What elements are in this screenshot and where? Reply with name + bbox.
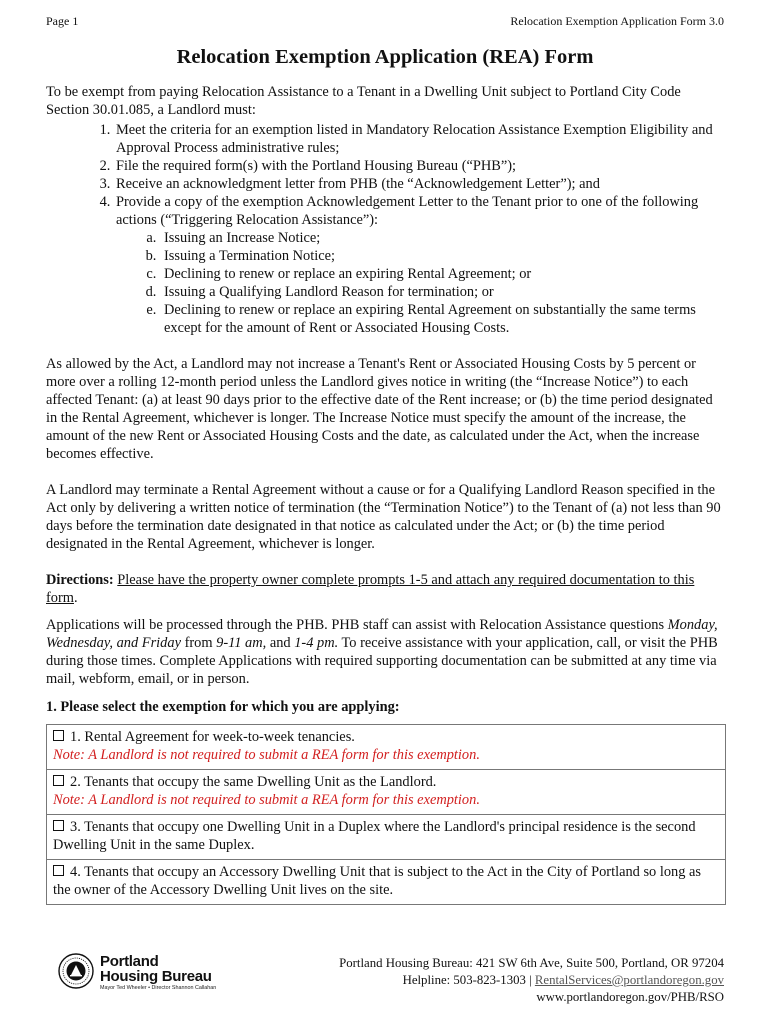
applications-text: Applications will be processed through the PHB. PHB staff can assist with Relocation Assistance questions bbox=[46, 617, 668, 633]
footer-helpline: Helpline: 503-823-1303 | bbox=[402, 973, 535, 987]
increase-notice-paragraph: As allowed by the Act, a Landlord may not increase a Tenant's Rent or Associated Housing Costs by 5 percent or more over a rolling 12-month period unless the Landlord gives notice in writing (the “Increase Notice”) to each affected Tenant: (a) at least 90 days prior to the effective date of the Rent increase; or (b) the time period designated in the Rental Agreement, whichever is longer. The Increase Notice must specify the amount of the increase, the amount of the new Rent or Associated Housing Costs and the date, as calculated under the Act, when the increase becomes effective. bbox=[46, 356, 713, 462]
office-hours-afternoon: 1-4 pm. bbox=[294, 635, 339, 651]
requirement-item: 2. File the required form(s) with the Portland Housing Bureau (“PHB”); bbox=[114, 157, 726, 175]
triggering-action-item: d. Issuing a Qualifying Landlord Reason for termination; or bbox=[160, 283, 726, 301]
exemption-option-1 bbox=[47, 725, 726, 770]
requirement-item bbox=[114, 193, 726, 337]
logo-line-2: Housing Bureau bbox=[100, 968, 212, 985]
applications-and: and bbox=[266, 635, 295, 651]
termination-notice-paragraph: A Landlord may terminate a Rental Agreement without a cause or for a Qualifying Landlord Reason specified in the Act only by delivering a written notice of termination (the “Termination Notice”) to the Tenant of (a) not less than 90 days before the termination date designated in that notice as calculated under the Act; or (b) the time period designated in the Rental Agreement, whichever is longer. bbox=[46, 482, 721, 552]
office-days: Monday, Wednesday, and Friday bbox=[46, 617, 718, 651]
exemption-note: Note: A Landlord is not required to submit a REA form for this exemption. bbox=[53, 747, 480, 763]
exemption-option-row bbox=[47, 725, 726, 770]
logo-line-3: Mayor Ted Wheeler • Director Shannon Callahan bbox=[100, 985, 217, 991]
city-seal-icon bbox=[58, 953, 94, 989]
checkbox-exemption-4[interactable] bbox=[53, 865, 64, 876]
footer-address: Portland Housing Bureau: 421 SW 6th Ave, Suite 500, Portland, OR 97204 bbox=[339, 956, 724, 970]
form-version: Relocation Exemption Application Form 3.0 bbox=[510, 14, 724, 28]
triggering-action-item: e. Declining to renew or replace an expiring Rental Agreement on substantially the same terms except for the amount of Rent or Associated Housing Costs. bbox=[160, 301, 726, 337]
exemption-option-4 bbox=[47, 860, 726, 905]
requirement-item: 3. Receive an acknowledgment letter from PHB (the “Acknowledgement Letter”); and bbox=[114, 175, 726, 193]
form-body bbox=[46, 83, 726, 905]
footer-contact bbox=[339, 955, 724, 1006]
requirement-item: 1. Meet the criteria for an exemption listed in Mandatory Relocation Assistance Exemption Eligibility and Approval Process administrative rules; bbox=[114, 121, 726, 157]
triggering-action-item: b. Issuing a Termination Notice; bbox=[160, 247, 726, 265]
exemption-option-row bbox=[47, 770, 726, 815]
exemption-label: 2. Tenants that occupy the same Dwelling Unit as the Landlord. bbox=[70, 774, 437, 790]
directions-period: . bbox=[73, 590, 78, 606]
exemption-label: 1. Rental Agreement for week-to-week tenancies. bbox=[70, 729, 355, 745]
intro-paragraph: To be exempt from paying Relocation Assistance to a Tenant in a Dwelling Unit subject to Portland City Code Section 30.01.085, a Landlord must: bbox=[46, 84, 681, 118]
directions-text: Please have the property owner complete prompts 1-5 and attach any required documentation to this form bbox=[46, 572, 695, 606]
logo-line-1: Portland bbox=[100, 953, 159, 970]
exemption-option-2 bbox=[47, 770, 726, 815]
requirement-text: Provide a copy of the exemption Acknowledgement Letter to the Tenant prior to one of the following actions (“Triggering Relocation Assistance”): bbox=[116, 194, 699, 228]
exemption-option-row bbox=[47, 815, 726, 860]
exemption-option-3 bbox=[47, 815, 726, 860]
question-1-heading: 1. Please select the exemption for which you are applying: bbox=[46, 699, 400, 715]
exemption-label: 3. Tenants that occupy one Dwelling Unit in a Duplex where the Landlord's principal residence is the second Dwelling Unit in the same Duplex. bbox=[53, 819, 696, 853]
page-title: Relocation Exemption Application (REA) Form bbox=[176, 46, 594, 68]
triggering-actions-list bbox=[116, 229, 726, 337]
triggering-action-item: a. Issuing an Increase Notice; bbox=[160, 229, 726, 247]
directions-paragraph bbox=[46, 571, 726, 607]
portland-housing-bureau-logo bbox=[58, 953, 258, 999]
exemption-label: 4. Tenants that occupy an Accessory Dwelling Unit that is subject to the Act in the City of Portland so long as the owner of the Accessory Dwelling Unit lives on the site. bbox=[53, 864, 702, 898]
exemption-note: Note: A Landlord is not required to submit a REA form for this exemption. bbox=[53, 792, 480, 808]
checkbox-exemption-2[interactable] bbox=[53, 775, 64, 786]
triggering-action-item: c. Declining to renew or replace an expiring Rental Agreement; or bbox=[160, 265, 726, 283]
checkbox-exemption-1[interactable] bbox=[53, 730, 64, 741]
directions-label: Directions: bbox=[46, 572, 114, 588]
footer-website[interactable]: www.portlandoregon.gov/PHB/RSO bbox=[536, 990, 724, 1004]
footer-helpline-row bbox=[339, 972, 724, 989]
exemption-option-row bbox=[47, 860, 726, 905]
exemption-options-table bbox=[46, 724, 726, 905]
office-hours-morning: 9-11 am, bbox=[216, 635, 267, 651]
page-number: Page 1 bbox=[46, 14, 79, 28]
applications-from: from bbox=[180, 635, 217, 651]
applications-text-2: To receive assistance with your application, call, or visit the PHB during those times. Complete Applications with required supporting documentation can be submitted at any time via mail, webform, email, or in person. bbox=[46, 635, 718, 687]
requirements-list bbox=[46, 121, 726, 337]
checkbox-exemption-3[interactable] bbox=[53, 820, 64, 831]
applications-paragraph bbox=[46, 616, 726, 688]
footer-email-link[interactable]: RentalServices@portlandoregon.gov bbox=[534, 973, 724, 987]
